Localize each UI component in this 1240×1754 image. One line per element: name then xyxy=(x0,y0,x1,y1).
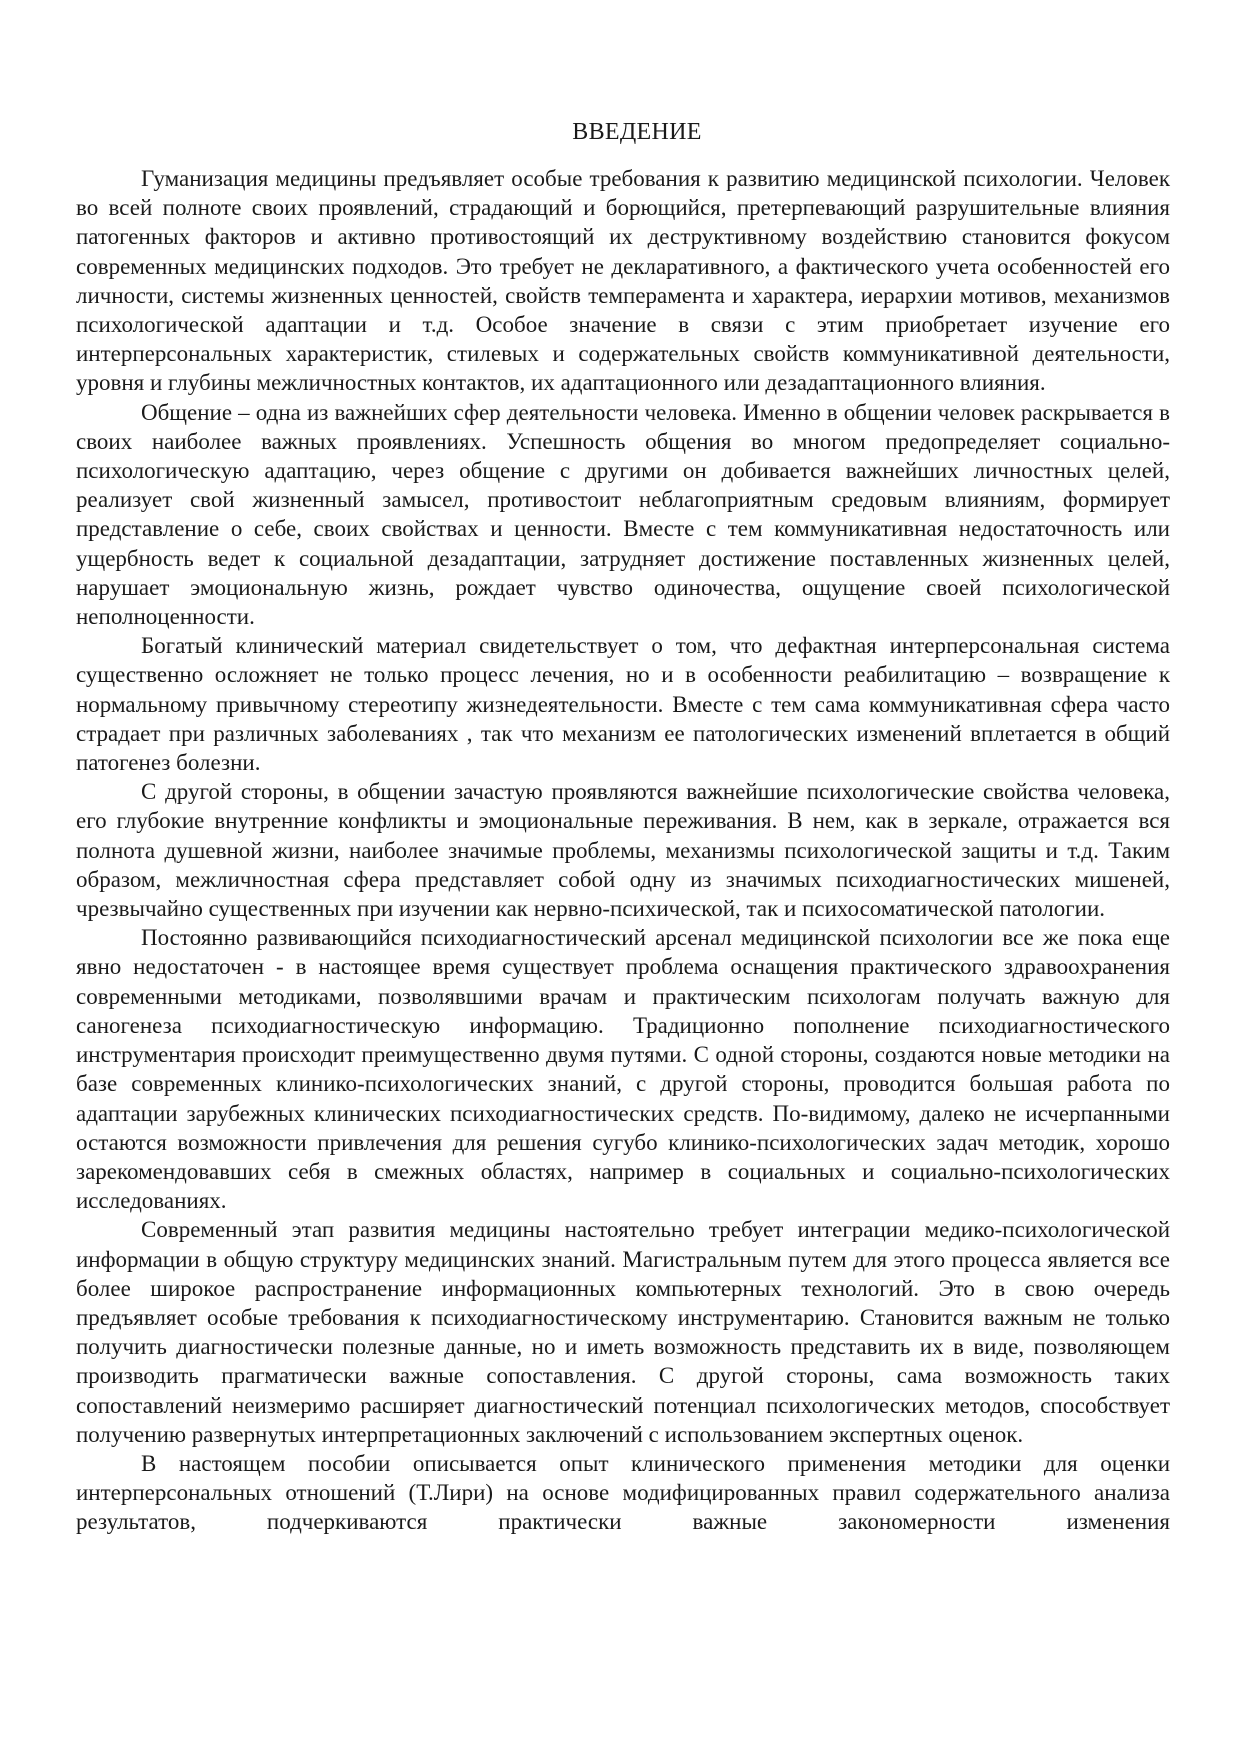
paragraph: С другой стороны, в общении зачастую проявляются важнейшие психологические свойства человека, его глубокие внутренние конфликты и эмоциональные переживания. В нем, как в зеркале, отражается вся полнота душевной жизни, наиболее значимые проблемы, механизмы психологической защиты и т.д. Таким образом, межличностная сфера представляет собой одну из значимых психодиагностических мишеней, чрезвычайно существенных при изучении как нервно-психической, так и психосоматической патологии. xyxy=(76,779,1170,922)
paragraph: Гуманизация медицины предъявляет особые требования к развитию медицинской психологии. Человек во всей полноте своих проявлений, страдающий и борющийся, претерпевающий разрушительные влияния патогенных факторов и активно противостоящий их деструктивному воздействию становится фокусом современных медицинских подходов. Это требует не декларативного, а фактического учета особенностей его личности, системы жизненных ценностей, свойств темперамента и характера, иерархии мотивов, механизмов психологической адаптации и т.д. Особое значение в связи с этим приобретает изучение его интерперсональных характеристик, стилевых и содержательных свойств коммуникативной деятельности, уровня и глубины межличностных контактов, их адаптационного или дезадаптационного влияния. xyxy=(76,166,1170,396)
paragraph: Общение – одна из важнейших сфер деятельности человека. Именно в общении человек раскрывается в своих наиболее важных проявлениях. Успешность общения во многом предопределяет социально-психологическую адаптацию, через общение с другими он добивается важнейших личностных целей, реализует свой жизненный замысел, противостоит неблагоприятным средовым влияниям, формирует представление о себе, своих свойствах и ценности. Вместе с тем коммуникативная недостаточность или ущербность ведет к социальной дезадаптации, затрудняет достижение поставленных жизненных целей, нарушает эмоциональную жизнь, рождает чувство одиночества, ощущение своей психологической неполноценности. xyxy=(76,399,1170,630)
paragraph: Современный этап развития медицины настоятельно требует интеграции медико-психологической информации в общую структуру медицинских знаний. Магистральным путем для этого процесса является все более широкое распространение информационных компьютерных технологий. Это в свою очередь предъявляет особые требования к психодиагностическому инструментарию. Становится важным не только получить диагностически полезные данные, но и иметь возможность представить их в виде, позволяющем производить прагматически важные сопоставления. С другой стороны, сама возможность таких сопоставлений неизмеримо расширяет диагностический потенциал психологических методов, способствует получению развернутых интерпретационных заключений с использованием экспертных оценок. xyxy=(76,1217,1170,1447)
paragraph: В настоящем пособии описывается опыт клинического применения методики для оценки интерперсональных отношений (Т.Лири) на основе модифицированных правил содержательного анализа результатов, подчеркиваются практически важные закономерности изменения xyxy=(76,1450,1170,1535)
page-title: ВВЕДЕНИЕ xyxy=(572,119,702,145)
paragraph: Богатый клинический материал свидетельствует о том, что дефактная интерперсональная система существенно осложняет не только процесс лечения, но и в особенности реабилитацию – возвращение к нормальному привычному стереотипу жизнедеятельности. Вместе с тем сама коммуникативная сфера часто страдает при различных заболеваниях , так что механизм ее патологических изменений вплетается в общий патогенез болезни. xyxy=(76,633,1170,776)
document-body xyxy=(76,118,1170,1537)
paragraph: Постоянно развивающийся психодиагностический арсенал медицинской психологии все же пока еще явно недостаточен - в настоящее время существует проблема оснащения практического здравоохранения современными методиками, позволявшими врачам и практическим психологам получать важную для саногенеза психодиагностическую информацию. Традиционно пополнение психодиагностического инструментария происходит преимущественно двумя путями. С одной стороны, создаются новые методики на базе современных клинико-психологических знаний, с другой стороны, проводится большая работа по адаптации зарубежных клинических психодиагностических средств. По-видимому, далеко не исчерпанными остаются возможности привлечения для решения сугубо клинико-психологических задач методик, хорошо зарекомендовавших себя в смежных областях, например в социальных и социально-психологических исследованиях. xyxy=(76,925,1170,1214)
